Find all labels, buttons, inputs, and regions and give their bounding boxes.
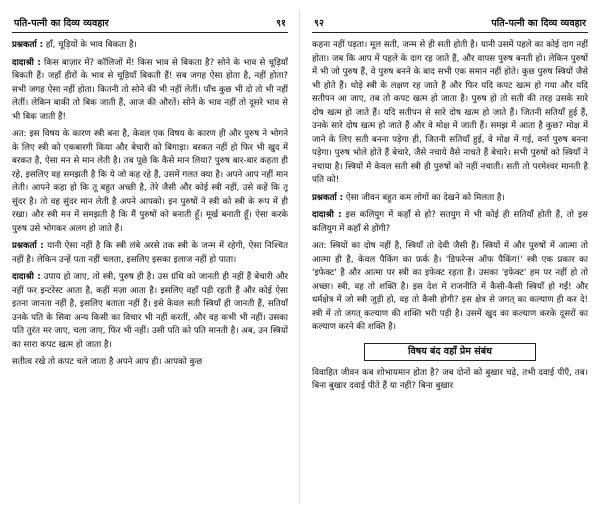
paragraph bbox=[12, 356, 288, 370]
paragraph-text: उपाय हो जाए, तो स्त्री, पुरुष ही है। उस ग्रंथि को जानती ही नहीं हैं बेचारी और नहीं फर इन्टरेस्ट आता है, कहीं मज़ा आता है। इसलिए वहाँ पड़ी रहती हैं और कोई ऐसा इतना जानता नहीं है, इसलिए बताता नहीं हैं। इसे केवल सती स्त्रियाँ ही जानती हैं, सतियाँ उनके पति के सिवा अन्य किसी का विचार भी नहीं करतीं, और वह कभी भी नहीं। उसका पति तुरंत मर जाए, चला जाए, फिर भी नहीं। उसी पति को पति मानती है। अब, उन स्त्रियों का सारा कपट खत्म हो जाता है। bbox=[12, 272, 288, 350]
paragraph bbox=[12, 39, 288, 53]
speaker-label: दादाश्री : bbox=[12, 57, 41, 68]
paragraph-text: हाँ, चूड़ियों के भाव बिकता है। bbox=[45, 40, 137, 50]
paragraph-text: विवाहित जीवन कब शोभायमान होता है? जब दोनों को बुखार चढ़े, तभी दवाई पीएँ, तब। बिना बुखार दवाई पीते हैं या नहीं? बिना बुखार bbox=[312, 367, 588, 391]
left-page-header bbox=[12, 14, 288, 33]
paragraph-text: ऐसा जीवन बहुत कम लोगों का देखने को मिलता है। bbox=[345, 192, 505, 203]
speaker-label: प्रश्नकर्ता : bbox=[12, 241, 44, 251]
left-page-body bbox=[12, 33, 288, 370]
paragraph-text: सतीत्व रखे तो कपट चले जाता है अपने आप ही। आपको कुछ bbox=[12, 357, 203, 367]
right-header-title: पति-पत्नी का दिव्य व्यवहार bbox=[491, 18, 586, 29]
paragraph-text: यानी ऐसा नहीं है कि स्त्री लंबे अरसे तक स्त्री के जन्म में रहेगी, ऐसा निश्चित नहीं है। लेकिन उन्हें पता नहीं चलता, इसलिए इसका इलाज नहीं हो पाता। bbox=[12, 241, 288, 265]
speaker-label: प्रश्नकर्ता : bbox=[312, 192, 344, 203]
paragraph bbox=[12, 240, 288, 267]
paragraph bbox=[312, 367, 588, 394]
section-title: विषय बंद वहाँ प्रेम संबंध bbox=[364, 343, 536, 361]
speaker-label: दादाश्री : bbox=[312, 210, 342, 220]
paragraph bbox=[312, 240, 588, 335]
right-page-number: ९२ bbox=[314, 18, 324, 29]
paragraph-text: इस कलियुग में कहाँ से हो? सतयुग में भी कोई ही सतियाँ होती हैं, तो इस कलियुग में कहाँ से होंगी? bbox=[312, 210, 588, 234]
speaker-label: प्रश्नकर्ता : bbox=[12, 40, 44, 50]
paragraph bbox=[12, 128, 288, 236]
paragraph bbox=[12, 57, 288, 125]
paragraph-text: अत: इस विषय के कारण स्त्री बना है, केवल एक विषय के कारण ही और पुरुष ने भोगने के लिए स्त्री को एकबारगी किया और बेचारी को बिगाड़ा। बरकत नहीं हो फिर भी खुद में बरकत है, ऐसा मन से मान लेती है। तब पूछे कि कैसे मान लिया? पुरुष बार-बार कहता ही रहे, इसलिए वह समझती है कि ये जो कह रहे हैं, उसमें गलत क्या है। अपने आप नहीं मान लेती। आपने कहा हो कि तू बहुत अच्छी है, तेरे जैसी और कोई स्त्री नहीं, उसे कहें कि तू सुंदर है। तो वह सुंदर मान लेती है अपने आपको। इन पुरुषों ने स्त्री को स्त्री के रूप में ही रखा। और स्त्री मन में समझती है कि मैं पुरुषों को बनाती हूँ। मूर्ख बनाती हूँ। ऐसा करके पुरुष उसे भोगकर अलग हो जाते हैं। bbox=[12, 129, 288, 234]
right-page-header bbox=[312, 14, 588, 33]
paragraph bbox=[12, 271, 288, 352]
right-page bbox=[312, 14, 588, 504]
left-header-title: पति-पत्नी का दिव्य व्यवहार bbox=[14, 18, 109, 29]
left-page bbox=[12, 14, 288, 504]
paragraph bbox=[312, 192, 588, 206]
paragraph bbox=[312, 39, 588, 188]
left-page-number: ९१ bbox=[276, 18, 286, 29]
paragraph-text: किस बाज़ार में? कॉलिजों में! किस भाव से बिकता है? सोने के भाव से चूड़ियाँ बिकती हैं। जहाँ हीरों के भाव से चूड़ियाँ बिकती हैं! सब जगह ऐसा होता है, नहीं होता? सभी जगह ऐसा नहीं होता। कितनी तो सोने की भी नहीं लेतीं। पाँच कुछ भी दो तो भी नहीं लेतीं। लेकिन बाकी तो बिक जाती हैं, आज की औरतें। सोने के भाव नहीं तो दूसरे भाव से भी बिक जाती हैं! bbox=[12, 57, 288, 122]
speaker-label: दादाश्री : bbox=[12, 272, 41, 282]
page-gutter bbox=[299, 10, 300, 504]
paragraph bbox=[312, 209, 588, 236]
paragraph-text: अत: स्त्रियों का दोष नहीं है, स्त्रियाँ तो देवी जैसी हैं। स्त्रियों में और पुरुषों में आत्मा तो आत्मा ही है, केवल पैकिंग का फ़र्क है। 'डिफरेन्स ऑफ पैकिंग!' स्त्री एक प्रकार का 'इफेक्ट' है और आत्मा पर स्त्री का इफेक्ट रहता है। उसका 'इफेक्ट' हम पर नहीं हो तो अच्छा। स्त्री, वह तो शक्ति है। इस देश में राजनीति में कैसी-कैसी स्त्रियाँ हो गईं! और धर्मक्षेत्र में जो स्त्री जुड़ी हो, वह तो कैसी होगी? इस क्षेत्र से जगत्‌ का कल्याण ही कर दे! स्त्री में तो जगत्‌ कल्याण की शक्ति भरी पड़ी है। उसमें खुद का कल्याण करके दूसरों का कल्याण करने की शक्ति है। bbox=[312, 241, 588, 332]
paragraph-text: कहना नहीं पड़ता। मूल सती, जन्म से ही सती होती है। यानी उसमें पहले का कोई दाग नहीं होता। जब कि आप में पहले के दाग रह जाते हैं, और वापस पुरुष बनती हो। लेकिन पुरुषों में भी जो पुरुष हैं, वे पुरुष बनने के बाद सभी एक समान नहीं होते। कुछ पुरुष स्त्रियों जैसे भी होते हैं। थोड़े स्त्री के लक्षण रह जाते हैं और फिर यदि कपट खत्म हो गया और यदि सतीपन आ जाए, तब तो कपट खत्म हो जाता है। पुरुष हो तो सती की तरह उसके सारे दोष खत्म हो जाते हैं। यदि सतीपन से सारे दोष खत्म हो जाते हैं। जितनी सतियाँ हुई हैं, उनके सारे दोष खत्म हो जाते हैं और वे मोक्ष में जाती हैं। समझ में आता है कुछ? मोक्ष में जाने के लिए सती बनना पड़ेगा ही, जितनी सतियाँ हुई, वे मोक्ष में गई, वर्ना पुरुष बनना पड़ेगा। पुरुष भोले होते हैं बेचारे, जैसे नचाये वैसे नाचते हैं बेचारे। सभी पुरुषों को स्त्रियाँ ने नचाया है। स्त्रियों में केवल सती स्त्री ही पुरुषों को नहीं नचाती। सती तो परमेश्वर मानती है पति को! bbox=[312, 40, 588, 185]
right-page-body bbox=[312, 33, 588, 394]
